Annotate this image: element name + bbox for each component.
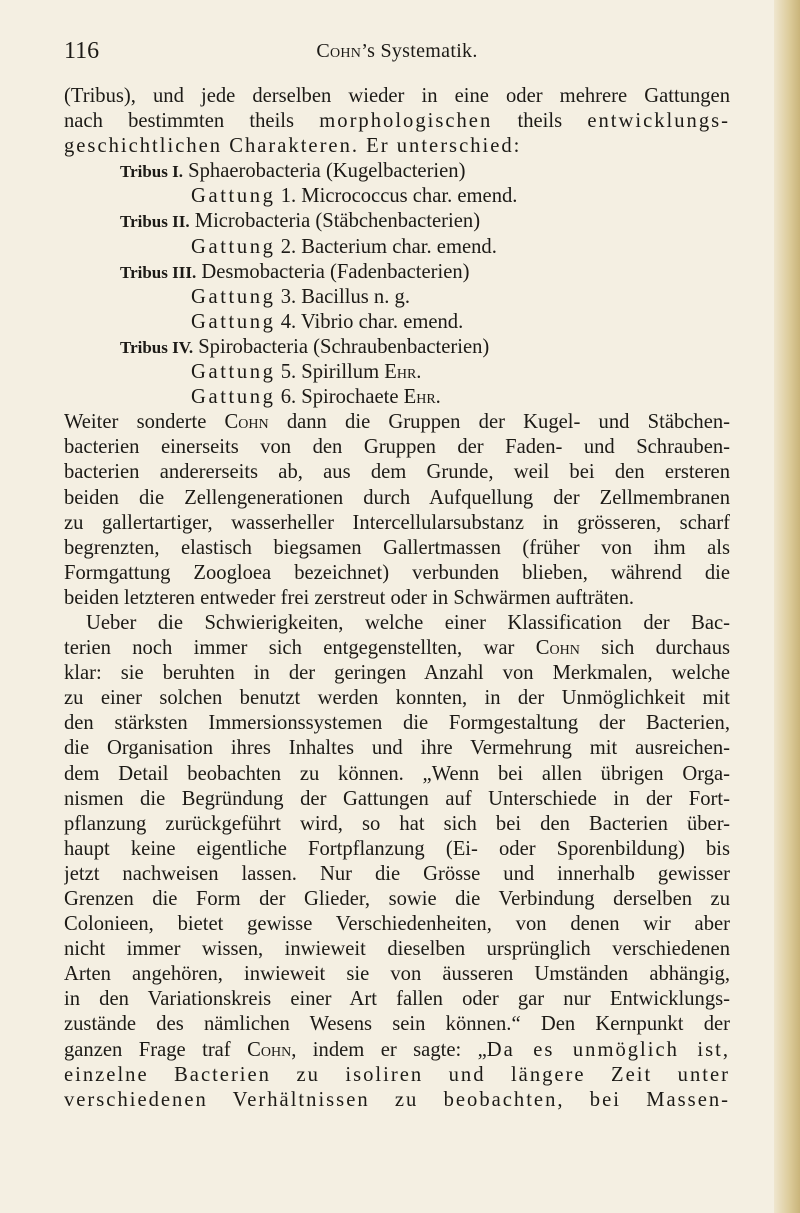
classification-gattung: Gattung 5. Spirillum Ehr. [191,361,422,384]
text-line: bacterien einerseits von den Gruppen der Faden- und Schrauben- [64,436,730,459]
text-line: klar: sie beruhten in der geringen Anzahl von Merkmalen, welche [64,662,730,685]
page-header [64,38,730,68]
text-line: pflanzung zurückgeführt wird, so hat sich bei den Bacterien über- [64,812,730,835]
text-line: Colonieen, bietet gewisse Verschiedenheiten, von denen wir aber [64,913,730,936]
text-line: jetzt nachweisen lassen. Nur die Grösse und innerhalb gewisser [64,862,730,885]
page-number: 116 [64,38,100,64]
text-line: nismen die Begründung der Gattungen auf Unterschiede in der Fort- [64,787,730,810]
text-line: in den Variationskreis einer Art fallen oder gar nur Entwicklungs- [64,988,730,1011]
body-text [64,84,730,1113]
running-title [64,40,730,63]
classification-tribus: Tribus III. Desmobacteria (Fadenbacterien) [120,260,470,283]
running-title-rest: ’s Systematik. [361,40,478,62]
classification-tribus: Tribus I. Sphaerobacteria (Kugelbacterien) [120,160,466,183]
classification-tribus: Tribus II. Microbacteria (Stäbchenbacterien) [120,210,481,233]
text-line: bacterien andererseits ab, aus dem Grunde, weil bei den ersteren [64,461,730,484]
text-line: geschichtlichen Charakteren. Er unterschied: [64,135,522,158]
text-line: Ueber die Schwierigkeiten, welche einer Klassification der Bac- [86,611,730,634]
text-line: verschiedenen Verhältnissen zu beobachten, bei Massen- [64,1088,730,1111]
text-line: (Tribus), und jede derselben wieder in eine oder mehrere Gattungen [64,85,730,107]
classification-gattung: Gattung 6. Spirochaete Ehr. [191,386,441,409]
text-line: die Organisation ihres Inhaltes und ihre Vermehrung mit ausreichen- [64,737,730,760]
text-line: einzelne Bacterien zu isoliren und längere Zeit unter [64,1063,730,1086]
text-line: Grenzen die Form der Glieder, sowie die Verbindung derselben zu [64,888,730,910]
running-title-author: Cohn [316,40,362,62]
text-line: nicht immer wissen, inwieweit dieselben ursprünglich verschiedenen [64,938,730,961]
text-line: Arten angehören, inwieweit sie von äusseren Umständen abhängig, [64,963,730,986]
text-line: beiden die Zellengenerationen durch Aufquellung der Zellmembranen [64,486,730,509]
text-line: Formgattung Zoogloea bezeichnet) verbunden blieben, während die [64,561,730,584]
page-edge [774,0,800,1213]
classification-gattung: Gattung 1. Micrococcus char. emend. [191,185,518,208]
classification-gattung: Gattung 2. Bacterium char. emend. [191,235,497,258]
text-line: den stärksten Immersionssystemen die Formgestaltung der Bacterien, [64,712,730,735]
text-line: dem Detail beobachten zu können. „Wenn bei allen übrigen Orga- [64,762,730,785]
text-line: haupt keine eigentliche Fortpflanzung (Ei- oder Sporenbildung) bis [64,837,730,860]
text-line: terien noch immer sich entgegenstellten, war Cohn sich durchaus [64,637,730,660]
classification-tribus: Tribus IV. Spirobacteria (Schraubenbacterien) [120,335,490,358]
text-line: ganzen Frage traf Cohn, indem er sagte: „Da es unmöglich ist, [64,1038,730,1061]
text-line: nach bestimmten theils morphologischen theils entwicklungs- [64,110,730,133]
classification-gattung: Gattung 4. Vibrio char. emend. [191,310,464,333]
classification-gattung: Gattung 3. Bacillus n. g. [191,285,410,308]
text-line: begrenzten, elastisch biegsamen Gallertmassen (früher von ihm als [64,536,730,559]
text-line: zu einer solchen benutzt werden konnten, in der Unmöglichkeit mit [64,687,730,710]
text-line: beiden letzteren entweder frei zerstreut oder in Schwärmen aufträten. [64,586,635,609]
text-line: zustände des nämlichen Wesens sein können.“ Den Kernpunkt der [64,1013,730,1036]
text-line: Weiter sonderte Cohn dann die Gruppen der Kugel- und Stäbchen- [64,411,730,434]
text-line: zu gallertartiger, wasserheller Intercellularsubstanz in grösseren, scharf [64,511,730,534]
